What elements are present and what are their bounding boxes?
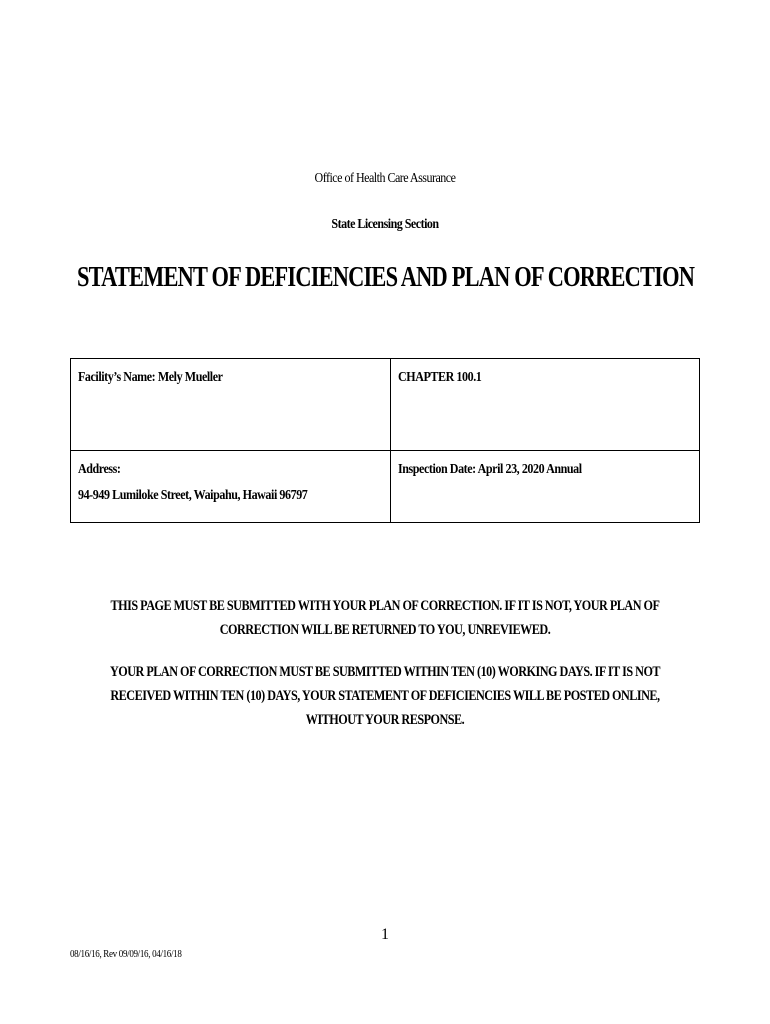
chapter-cell (391, 359, 700, 451)
notice-line: RECEIVED WITHIN TEN (10) DAYS, YOUR STATEMENT OF DEFICIENCIES WILL BE POSTED ONLINE, (110, 688, 660, 704)
page-number: 1 (381, 926, 389, 943)
notice-line: CORRECTION WILL BE RETURNED TO YOU, UNREVIEWED. (219, 622, 551, 638)
chapter-number: CHAPTER 100.1 (398, 370, 482, 385)
info-row-address (71, 451, 700, 523)
section-name: State Licensing Section (331, 217, 439, 232)
notice-line: THIS PAGE MUST BE SUBMITTED WITH YOUR PLAN OF CORRECTION. IF IT IS NOT, YOUR PLAN OF (110, 598, 660, 614)
inspection-date: Inspection Date: April 23, 2020 Annual (398, 462, 582, 477)
info-row-facility (71, 359, 700, 451)
inspection-date-cell (391, 451, 700, 523)
document-title: STATEMENT OF DEFICIENCIES AND PLAN OF CORRECTION (77, 262, 695, 293)
deadline-notice (62, 660, 709, 732)
facility-name-cell (71, 359, 391, 451)
revision-dates: 08/16/16, Rev 09/09/16, 04/16/18 (70, 948, 182, 960)
facility-info-table (70, 358, 700, 523)
office-name: Office of Health Care Assurance (314, 171, 456, 186)
notice-line: YOUR PLAN OF CORRECTION MUST BE SUBMITTED WITHIN TEN (10) WORKING DAYS. IF IT IS NOT (109, 664, 661, 680)
submission-notice (62, 594, 709, 642)
address-cell (71, 451, 391, 523)
address-label: Address: (78, 462, 121, 477)
facility-name: Facility’s Name: Mely Mueller (78, 370, 223, 385)
notice-line: WITHOUT YOUR RESPONSE. (305, 712, 465, 728)
address-value: 94-949 Lumiloke Street, Waipahu, Hawaii 96797 (78, 488, 308, 503)
